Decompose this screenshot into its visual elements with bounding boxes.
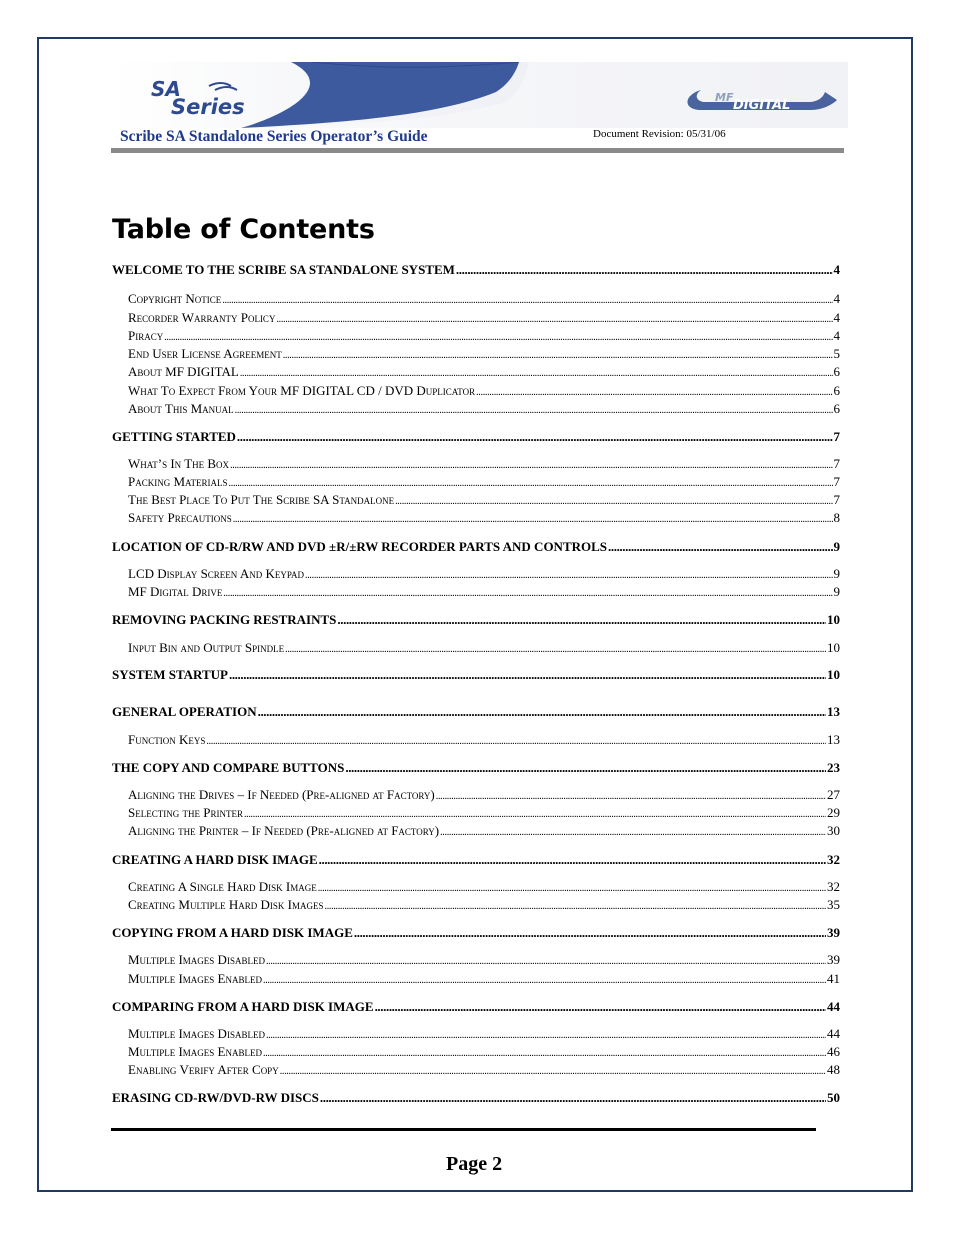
toc-entry-label: LOCATION OF CD-R/RW AND DVD ±R/±RW RECORDER PARTS AND CONTROLS <box>112 539 608 554</box>
dot-leader <box>337 612 826 628</box>
toc-section-entry[interactable] <box>112 429 840 445</box>
toc-entry-label: Multiple Images Enabled <box>128 1044 262 1059</box>
toc-entry-label: COMPARING FROM A HARD DISK IMAGE <box>112 999 374 1014</box>
toc-entry-page: 7 <box>833 429 840 444</box>
toc-entry-page: 39 <box>827 952 840 967</box>
toc-entry-page: 7 <box>833 474 840 489</box>
dot-leader <box>164 332 832 343</box>
toc-entry-page: 10 <box>827 640 840 655</box>
toc-entry-page: 6 <box>833 364 840 379</box>
toc-entry-label: LCD Display Screen And Keypad <box>128 566 305 581</box>
page-title: Table of Contents <box>112 214 375 245</box>
toc-subsection-entry[interactable] <box>112 401 840 417</box>
toc-entry-page: 23 <box>827 760 840 775</box>
dot-leader <box>319 852 826 868</box>
toc-entry-page: 27 <box>827 787 840 802</box>
guide-title: Scribe SA Standalone Series Operator’s Guide <box>120 128 428 145</box>
toc-entry-page: 7 <box>833 492 840 507</box>
dot-leader <box>222 295 832 306</box>
toc-entry-page: 6 <box>833 401 840 416</box>
toc-entry-page: 4 <box>833 328 840 343</box>
dot-leader <box>320 1090 826 1106</box>
toc-entry-page: 48 <box>827 1062 840 1077</box>
toc-entry-label: REMOVING PACKING RESTRAINTS <box>112 612 337 627</box>
dot-leader <box>276 314 832 325</box>
dot-leader <box>206 736 826 747</box>
toc-entry-label: ERASING CD-RW/DVD-RW DISCS <box>112 1090 319 1105</box>
toc-entry-label: Creating A Single Hard Disk Image <box>128 879 317 894</box>
toc-entry-label: What To Expect From Your MF DIGITAL CD / DVD Duplicator <box>128 383 476 398</box>
dot-leader <box>608 539 832 555</box>
dot-leader <box>229 667 826 683</box>
toc-section-entry[interactable] <box>112 925 840 941</box>
toc-entry-label: Recorder Warranty Policy <box>128 310 276 325</box>
toc-subsection-entry[interactable] <box>112 640 840 656</box>
toc-entry-page: 13 <box>827 704 840 719</box>
toc-entry-page: 29 <box>827 805 840 820</box>
toc-entry-label: GETTING STARTED <box>112 429 236 444</box>
toc-subsection-entry[interactable] <box>112 1062 840 1078</box>
toc-entry-page: 46 <box>827 1044 840 1059</box>
toc-entry-page: 32 <box>827 879 840 894</box>
toc-entry-page: 10 <box>827 612 840 627</box>
toc-subsection-entry[interactable] <box>112 823 840 839</box>
toc-entry-page: 44 <box>827 1026 840 1041</box>
dot-leader <box>240 368 833 379</box>
dot-leader <box>285 644 826 655</box>
dot-leader <box>258 704 826 720</box>
toc-entry-label: Multiple Images Disabled <box>128 1026 265 1041</box>
toc-entry-label: About This Manual <box>128 401 234 416</box>
toc-subsection-entry[interactable] <box>112 732 840 748</box>
toc-subsection-entry[interactable] <box>112 383 840 399</box>
toc-subsection-entry[interactable] <box>112 291 840 307</box>
dot-leader <box>230 460 832 471</box>
dot-leader <box>375 999 826 1015</box>
toc-section-entry[interactable] <box>112 667 840 683</box>
mf-text: MF <box>715 91 734 104</box>
toc-entry-page: 7 <box>833 456 840 471</box>
footer-rule <box>111 1128 816 1131</box>
toc-entry-label: Copyright Notice <box>128 291 222 306</box>
toc-entry-page: 9 <box>833 539 840 554</box>
toc-subsection-entry[interactable] <box>112 456 840 472</box>
dot-leader <box>266 956 826 967</box>
toc-entry-label: Multiple Images Disabled <box>128 952 265 967</box>
toc-subsection-entry[interactable] <box>112 897 840 913</box>
dot-leader <box>266 1030 826 1041</box>
dot-leader <box>318 883 826 894</box>
toc-entry-page: 4 <box>833 291 840 306</box>
toc-section-entry[interactable] <box>112 612 840 628</box>
toc-entry-label: End User License Agreement <box>128 346 282 361</box>
toc-section-entry[interactable] <box>112 539 840 555</box>
toc-subsection-entry[interactable] <box>112 952 840 968</box>
toc-entry-page: 13 <box>827 732 840 747</box>
dot-leader <box>456 262 833 278</box>
dot-leader <box>233 514 833 525</box>
toc-section-entry[interactable] <box>112 704 840 720</box>
toc-entry-label: Creating Multiple Hard Disk Images <box>128 897 324 912</box>
toc-entry-page: 41 <box>827 971 840 986</box>
toc-entry-page: 50 <box>827 1090 840 1105</box>
dot-leader <box>436 791 826 802</box>
toc-subsection-entry[interactable] <box>112 346 840 362</box>
toc-entry-label: Function Keys <box>128 732 206 747</box>
dot-leader <box>244 809 826 820</box>
toc-subsection-entry[interactable] <box>112 474 840 490</box>
dot-leader <box>229 478 833 489</box>
toc-entry-label: WELCOME TO THE SCRIBE SA STANDALONE SYSTEM <box>112 262 455 277</box>
toc-subsection-entry[interactable] <box>112 310 840 326</box>
toc-section-entry[interactable] <box>112 999 840 1015</box>
header-banner <box>111 62 848 128</box>
toc-entry-label: MF Digital Drive <box>128 584 223 599</box>
toc-section-entry[interactable] <box>112 760 840 776</box>
toc-entry-label: Input Bin and Output Spindle <box>128 640 285 655</box>
toc-entry-page: 44 <box>827 999 840 1014</box>
toc-subsection-entry[interactable] <box>112 584 840 600</box>
header-rule <box>111 148 844 153</box>
toc-entry-page: 9 <box>833 584 840 599</box>
toc-entry-label: Aligning the Printer – If Needed (Pre-aligned at Factory) <box>128 823 440 838</box>
toc-subsection-entry[interactable] <box>112 1044 840 1060</box>
toc-subsection-entry[interactable] <box>112 805 840 821</box>
toc-entry-label: Enabling Verify After Copy <box>128 1062 279 1077</box>
dot-leader <box>263 1048 826 1059</box>
toc-subsection-entry[interactable] <box>112 492 840 508</box>
toc-entry-label: The Best Place To Put The Scribe SA Standalone <box>128 492 395 507</box>
toc-subsection-entry[interactable] <box>112 971 840 987</box>
header-subline <box>111 126 844 150</box>
toc-entry-page: 4 <box>833 262 840 277</box>
toc-entry-page: 35 <box>827 897 840 912</box>
toc-entry-label: SYSTEM STARTUP <box>112 667 228 682</box>
toc-entry-label: Packing Materials <box>128 474 228 489</box>
toc-section-entry[interactable] <box>112 852 840 868</box>
dot-leader <box>345 760 826 776</box>
dot-leader <box>476 387 832 398</box>
toc-entry-label: Selecting the Printer <box>128 805 243 820</box>
toc-subsection-entry[interactable] <box>112 879 840 895</box>
dot-leader <box>395 496 832 507</box>
dot-leader <box>235 405 833 416</box>
toc-subsection-entry[interactable] <box>112 364 840 380</box>
toc-entry-page: 4 <box>833 310 840 325</box>
document-revision: Document Revision: 05/31/06 <box>593 128 726 140</box>
toc-subsection-entry[interactable] <box>112 787 840 803</box>
toc-entry-label: CREATING A HARD DISK IMAGE <box>112 852 318 867</box>
toc-entry-page: 9 <box>833 566 840 581</box>
logo-line2: Series <box>171 95 245 119</box>
dot-leader <box>354 925 826 941</box>
dot-leader <box>305 570 832 581</box>
toc-subsection-entry[interactable] <box>112 1026 840 1042</box>
toc-entry-page: 30 <box>827 823 840 838</box>
toc-subsection-entry[interactable] <box>112 566 840 582</box>
logo-line1: SA <box>151 77 181 101</box>
toc-section-entry[interactable] <box>112 1090 840 1106</box>
toc-subsection-entry[interactable] <box>112 328 840 344</box>
toc-entry-label: GENERAL OPERATION <box>112 704 257 719</box>
toc-subsection-entry[interactable] <box>112 510 840 526</box>
dot-leader <box>223 588 832 599</box>
toc-entry-label: Aligning the Drives – If Needed (Pre-aligned at Factory) <box>128 787 435 802</box>
toc-entry-page: 5 <box>833 346 840 361</box>
dot-leader <box>325 901 826 912</box>
toc-entry-label: THE COPY AND COMPARE BUTTONS <box>112 760 345 775</box>
toc-entry-label: Piracy <box>128 328 164 343</box>
dot-leader <box>280 1066 826 1077</box>
toc-entry-label: COPYING FROM A HARD DISK IMAGE <box>112 925 353 940</box>
toc-entry-page: 39 <box>827 925 840 940</box>
dot-leader <box>263 975 826 986</box>
toc-section-entry[interactable] <box>112 262 840 278</box>
toc-entry-label: What’s In The Box <box>128 456 230 471</box>
toc-entry-label: About MF DIGITAL <box>128 364 239 379</box>
dot-leader <box>283 350 833 361</box>
digital-text: DIGITAL <box>733 98 791 113</box>
dot-leader <box>440 827 826 838</box>
toc-entry-page: 10 <box>827 667 840 682</box>
dot-leader <box>237 429 833 445</box>
toc-entry-page: 32 <box>827 852 840 867</box>
toc-entry-page: 8 <box>833 510 840 525</box>
toc-entry-label: Safety Precautions <box>128 510 232 525</box>
toc-entry-label: Multiple Images Enabled <box>128 971 262 986</box>
page-number: Page 2 <box>446 1153 503 1175</box>
toc-entry-page: 6 <box>833 383 840 398</box>
